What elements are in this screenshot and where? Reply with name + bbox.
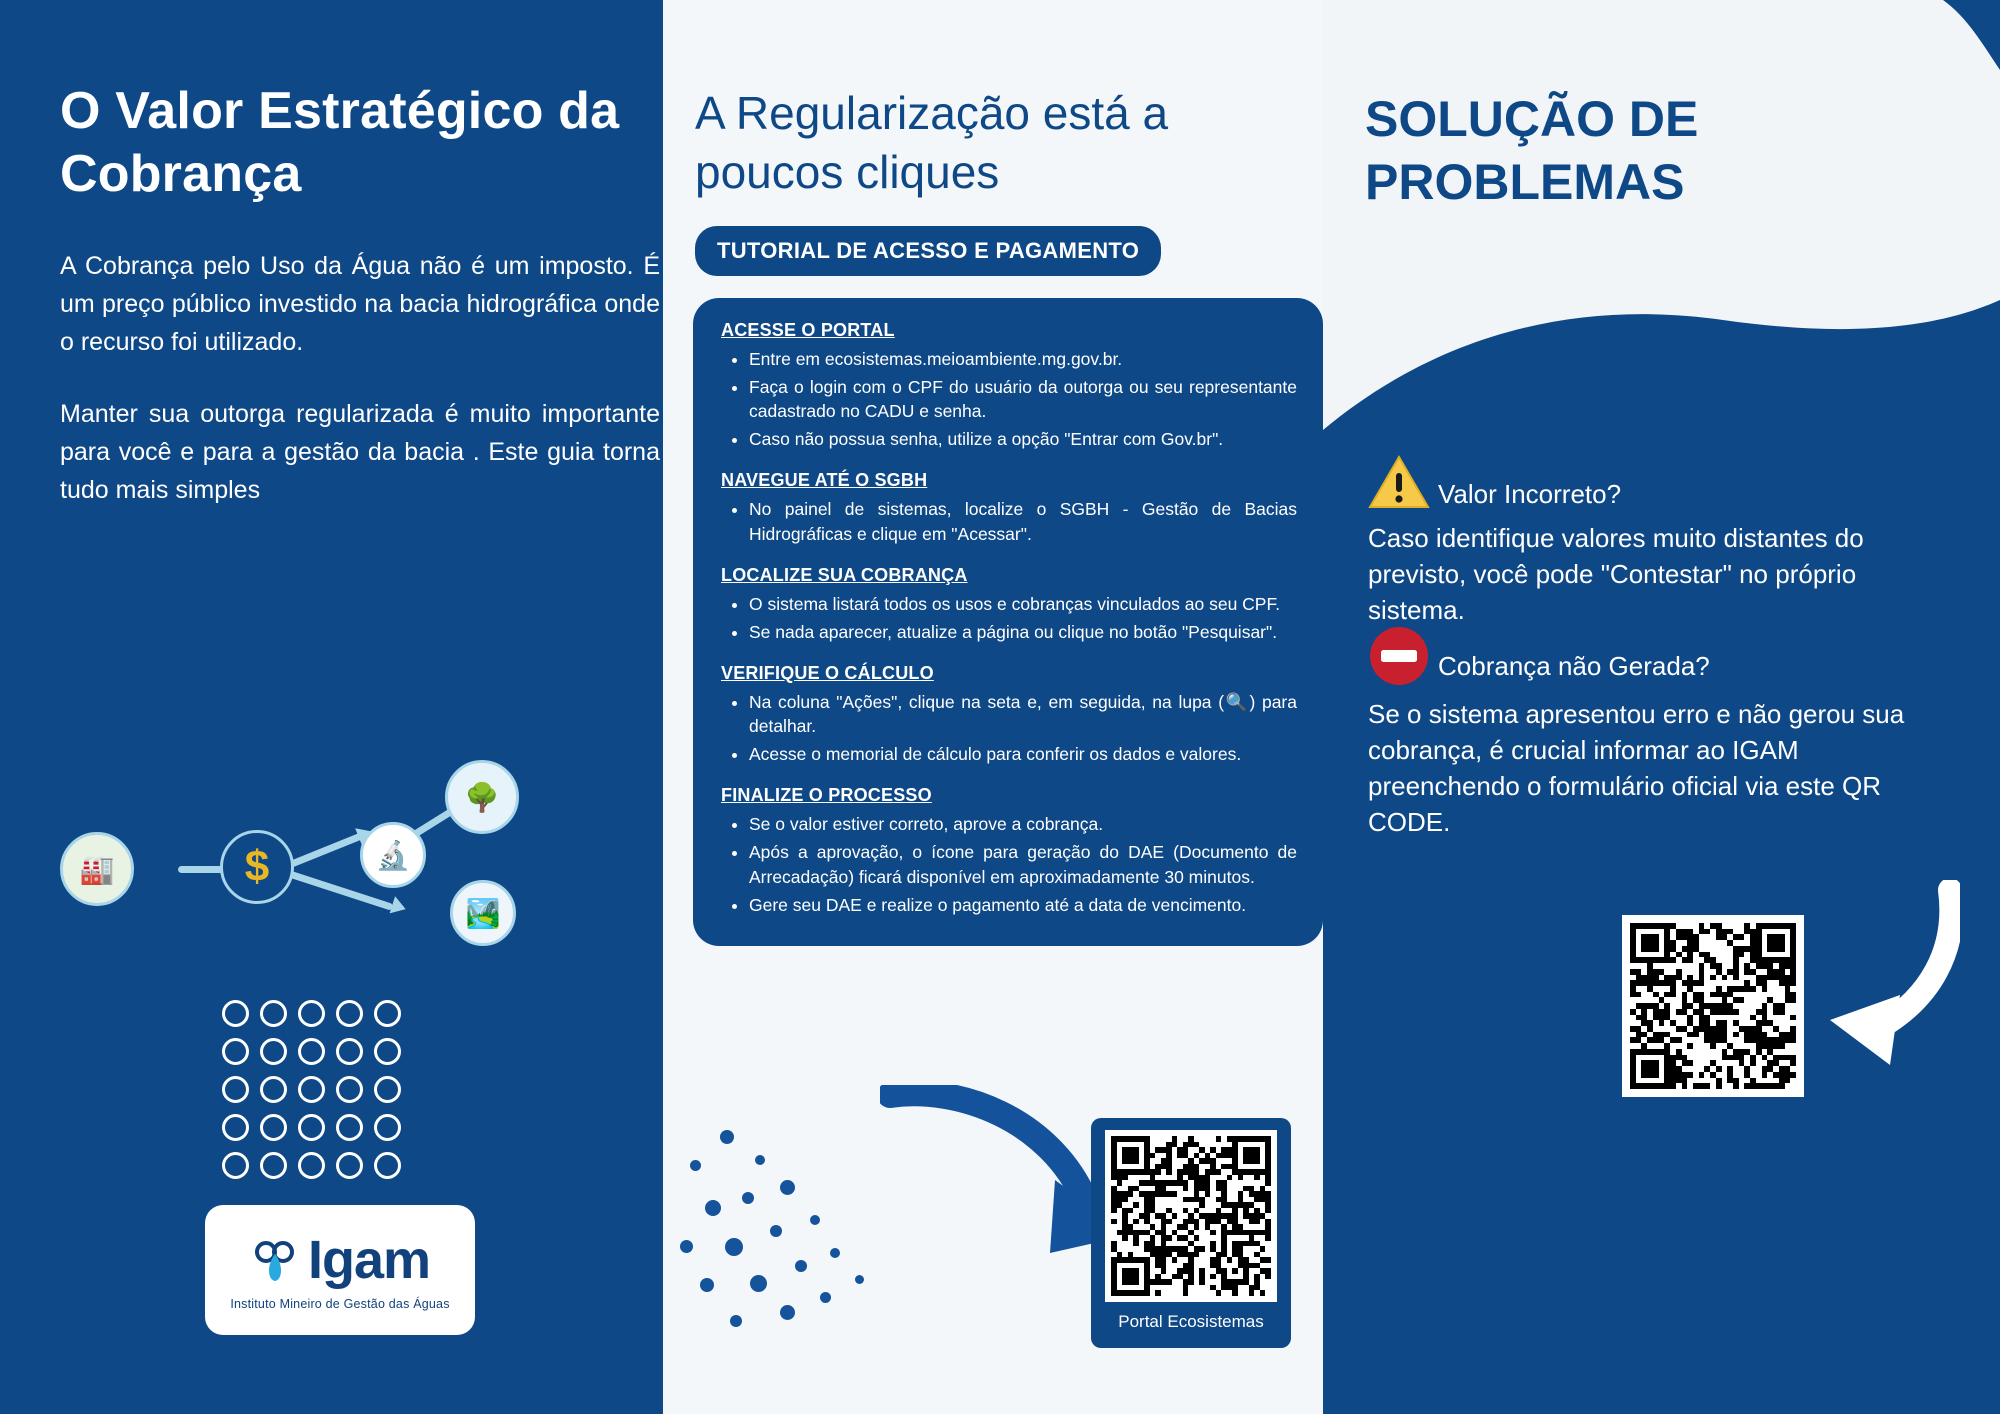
- step-item: • No painel de sistemas, localize o SGBH - Gestão de Bacias Hidrográficas e clique em "Acessar".: [749, 497, 1297, 547]
- step-item: • Entre em ecosistemas.meioambiente.mg.gov.br.: [749, 347, 1297, 372]
- issue-no-charge: [1368, 625, 1943, 840]
- dot: [260, 1076, 287, 1103]
- dot: [336, 1114, 363, 1141]
- dot: [298, 1114, 325, 1141]
- dot: [700, 1278, 714, 1292]
- portal-qr-code[interactable]: [1105, 1130, 1277, 1302]
- dot: [222, 1076, 249, 1103]
- dot: [336, 1152, 363, 1179]
- diagram-arrowhead-3: [390, 896, 409, 917]
- issue-wrong-value: [1368, 455, 1943, 629]
- no-entry-icon: [1368, 625, 1430, 697]
- intro-paragraph-1: A Cobrança pelo Uso da Água não é um imposto. É um preço público investido na bacia hidrográfica onde o recurso foi utilizado.: [60, 251, 660, 356]
- igam-droplet-icon: [250, 1234, 302, 1286]
- step-item: • O sistema listará todos os usos e cobranças vinculados ao seu CPF.: [749, 592, 1297, 617]
- decorative-dot-grid: [222, 1000, 412, 1190]
- dot: [725, 1238, 743, 1256]
- dot: [730, 1315, 742, 1327]
- step-block: [719, 470, 1297, 547]
- step-item: • Se nada aparecer, atualize a página ou clique no botão "Pesquisar".: [749, 620, 1297, 645]
- tree-icon: 🌳: [445, 760, 519, 834]
- form-qr-label: Cobrança IGAM: [1678, 1125, 1786, 1142]
- water-use-diagram: [60, 770, 630, 970]
- dot: [298, 1152, 325, 1179]
- tutorial-ribbon-badge: TUTORIAL DE ACESSO E PAGAMENTO: [695, 226, 1161, 276]
- form-qr-code[interactable]: [1630, 923, 1796, 1089]
- decorative-dots-cluster: [680, 1120, 910, 1340]
- step-item: • Caso não possua senha, utilize a opção "Entrar com Gov.br".: [749, 427, 1297, 452]
- tutorial-title: A Regularização está a poucos cliques: [695, 87, 1169, 198]
- issue-heading: Valor Incorreto?: [1438, 479, 1622, 509]
- step-item: • Após a aprovação, o ícone para geração do DAE (Documento de Arrecadação) ficará disponível em aproximadamente 30 minutos.: [749, 840, 1297, 890]
- step-item: • Se o valor estiver correto, aprove a cobrança.: [749, 812, 1297, 837]
- step-block: [719, 785, 1297, 917]
- dot: [260, 1000, 287, 1027]
- igam-logo: [205, 1205, 475, 1335]
- dot: [374, 1076, 401, 1103]
- dot: [770, 1225, 782, 1237]
- step-block: [719, 663, 1297, 768]
- step-title: FINALIZE O PROCESSO: [721, 785, 932, 806]
- step-title: LOCALIZE SUA COBRANÇA: [721, 564, 968, 585]
- dot: [222, 1038, 249, 1065]
- diagram-connector-2: [287, 832, 364, 868]
- dot: [374, 1000, 401, 1027]
- step-block: [719, 565, 1297, 645]
- dot: [374, 1114, 401, 1141]
- panel-troubleshooting: [1323, 0, 2000, 1414]
- issue-body: Caso identifique valores muito distantes do previsto, você pode "Contestar" no próprio sistema.: [1368, 522, 1864, 625]
- microscope-icon: 🔬: [360, 822, 426, 888]
- dot: [374, 1038, 401, 1065]
- form-qr-card[interactable]: [1622, 915, 1804, 1097]
- step-item: • Gere seu DAE e realize o pagamento até a data de vencimento.: [749, 893, 1297, 918]
- dot: [855, 1275, 864, 1284]
- step-block: [719, 320, 1297, 452]
- dot: [298, 1076, 325, 1103]
- dot: [336, 1000, 363, 1027]
- step-item: • Na coluna "Ações", clique na seta e, em seguida, na lupa (🔍) para detalhar.: [749, 690, 1297, 740]
- dot: [755, 1155, 765, 1165]
- dot: [795, 1260, 807, 1272]
- dot: [780, 1305, 795, 1320]
- dot: [260, 1038, 287, 1065]
- dot: [260, 1114, 287, 1141]
- page-title: O Valor Estratégico da Cobrança: [60, 82, 620, 204]
- igam-logo-wordmark: Igam: [307, 1230, 431, 1290]
- factory-farm-icon: 🏭: [60, 832, 134, 906]
- dot: [680, 1240, 693, 1253]
- step-title: VERIFIQUE O CÁLCULO: [721, 662, 934, 683]
- dot: [690, 1160, 701, 1171]
- mobile-phone-icon: [1648, 1118, 1671, 1149]
- step-title: NAVEGUE ATÉ O SGBH: [721, 470, 928, 491]
- contact-title: Canais de Atendimento:: [1507, 1235, 1816, 1265]
- dot: [830, 1248, 840, 1258]
- intro-paragraph-2: Manter sua outorga regularizada é muito importante para você e para a gestão da bacia . Este guia torna tudo mais simples: [60, 399, 660, 504]
- dot: [298, 1000, 325, 1027]
- dot: [336, 1038, 363, 1065]
- dot: [810, 1215, 820, 1225]
- issue-body: Se o sistema apresentou erro e não gerou sua cobrança, é crucial informar ao IGAM preenchendo o formulário oficial via este QR CODE.: [1368, 698, 1905, 837]
- dollar-icon: $: [220, 830, 294, 904]
- dot: [705, 1200, 721, 1216]
- dot: [222, 1152, 249, 1179]
- igam-logo-subtitle: Instituto Mineiro de Gestão das Águas: [230, 1297, 450, 1311]
- troubleshooting-title: SOLUÇÃO DE PROBLEMAS: [1365, 91, 1699, 210]
- contact-block: [1323, 1235, 2000, 1342]
- contact-email[interactable]: cobrança.agua@meioambiente.mg.gov.br: [1404, 1311, 1919, 1341]
- dot: [222, 1114, 249, 1141]
- form-qr-label-row: [1622, 1118, 1812, 1149]
- warning-triangle-icon: [1368, 455, 1430, 521]
- curved-arrow-to-form-qr: [1790, 880, 1960, 1080]
- tutorial-steps-card: [693, 298, 1323, 947]
- contact-phone[interactable]: (31) 3915-1267: [1569, 1272, 1754, 1302]
- issue-heading: Cobrança não Gerada?: [1438, 651, 1710, 681]
- step-title: ACESSE O PORTAL: [721, 319, 895, 340]
- dot: [222, 1000, 249, 1027]
- dot: [260, 1152, 287, 1179]
- portal-qr-card[interactable]: [1091, 1118, 1291, 1348]
- dot: [720, 1130, 734, 1144]
- dot: [374, 1152, 401, 1179]
- panel-strategic-value: [0, 0, 663, 1414]
- dot: [336, 1076, 363, 1103]
- step-item: • Faça o login com o CPF do usuário da outorga ou seu representante cadastrado no CADU e senha.: [749, 375, 1297, 425]
- step-item: • Acesse o memorial de cálculo para conferir os dados e valores.: [749, 742, 1297, 767]
- dot: [750, 1275, 767, 1292]
- dot: [820, 1292, 831, 1303]
- dam-icon: 🏞️: [450, 880, 516, 946]
- dot: [742, 1192, 754, 1204]
- dot: [780, 1180, 795, 1195]
- dot: [298, 1038, 325, 1065]
- portal-qr-label: Portal Ecosistemas: [1118, 1312, 1264, 1331]
